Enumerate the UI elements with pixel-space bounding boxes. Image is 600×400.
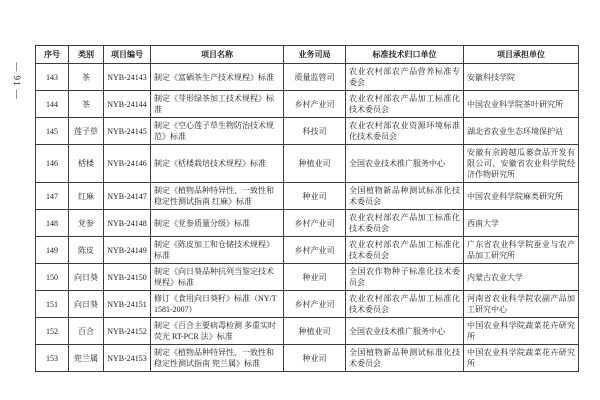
column-header: 序号 bbox=[36, 46, 69, 64]
table-cell: 制定《植物品种特异性、一致性和稳定性测试指南 红麻》标准 bbox=[151, 183, 284, 210]
table-cell: NYB-24144 bbox=[104, 91, 151, 118]
table-cell: 莲子草 bbox=[69, 118, 104, 145]
table-cell: NYB-24152 bbox=[104, 318, 151, 345]
column-header: 项目编号 bbox=[104, 46, 151, 64]
table-cell: 茶 bbox=[69, 64, 104, 91]
table-cell: 种业司 bbox=[284, 264, 346, 291]
table-header bbox=[36, 46, 579, 64]
table-row bbox=[36, 264, 579, 291]
header-row bbox=[36, 46, 579, 64]
table-cell: 红麻 bbox=[69, 183, 104, 210]
table-cell: 农业农村部农产品加工标准化技术委员会 bbox=[346, 237, 464, 264]
table-cell: NYB-24150 bbox=[104, 264, 151, 291]
table-cell: 149 bbox=[36, 237, 69, 264]
table-cell: 148 bbox=[36, 210, 69, 237]
table-cell: 146 bbox=[36, 145, 69, 183]
table-row bbox=[36, 318, 579, 345]
table-cell: NYB-24151 bbox=[104, 291, 151, 318]
table-cell: 湖北省农业生态环境保护站 bbox=[464, 118, 579, 145]
table-cell: 制定《党参质量分级》标准 bbox=[151, 210, 284, 237]
table-row bbox=[36, 118, 579, 145]
table-cell: 152 bbox=[36, 318, 69, 345]
table-cell: NYB-24143 bbox=[104, 64, 151, 91]
column-header: 项目承担单位 bbox=[464, 46, 579, 64]
table-cell: 农业农村部农产品加工标准化技术委员会 bbox=[346, 210, 464, 237]
table-cell: NYB-24149 bbox=[104, 237, 151, 264]
table-cell: 153 bbox=[36, 345, 69, 372]
table-body bbox=[36, 64, 579, 372]
table-cell: 广东省农业科学院蚕业与农产品加工研究所 bbox=[464, 237, 579, 264]
table-cell: 修订《食用向日葵籽》标准（NY/T 1581-2007） bbox=[151, 291, 284, 318]
table-cell: 安徽科技学院 bbox=[464, 64, 579, 91]
table-cell: NYB-24145 bbox=[104, 118, 151, 145]
table-row bbox=[36, 291, 579, 318]
table-cell: 145 bbox=[36, 118, 69, 145]
table-cell: 144 bbox=[36, 91, 69, 118]
table-cell: 制定《栝楼栽培技术规程》标准 bbox=[151, 145, 284, 183]
table-cell: 农业农村部农产品加工标准化技术委员会 bbox=[346, 91, 464, 118]
column-header: 类别 bbox=[69, 46, 104, 64]
table-cell: NYB-24147 bbox=[104, 183, 151, 210]
table-cell: 全国农业技术推广服务中心 bbox=[346, 318, 464, 345]
table-cell: 种业司 bbox=[284, 345, 346, 372]
page-number bbox=[4, 56, 30, 106]
table-cell: 农业农村部农产品加工标准化技术委员会 bbox=[346, 291, 464, 318]
table-row bbox=[36, 183, 579, 210]
table-cell: 全国植物新品种测试标准化技术委员会 bbox=[346, 345, 464, 372]
table-cell: 乡村产业司 bbox=[284, 210, 346, 237]
table-cell: 乡村产业司 bbox=[284, 237, 346, 264]
table-cell: 兜兰属 bbox=[69, 345, 104, 372]
column-header: 项目名称 bbox=[151, 46, 284, 64]
table-cell: 151 bbox=[36, 291, 69, 318]
table-row bbox=[36, 237, 579, 264]
table-cell: 茶 bbox=[69, 91, 104, 118]
table-cell: 栝楼 bbox=[69, 145, 104, 183]
table-cell: 党参 bbox=[69, 210, 104, 237]
table-cell: NYB-24148 bbox=[104, 210, 151, 237]
table-cell: 制定《陈皮加工和仓储技术规程》标准 bbox=[151, 237, 284, 264]
table-cell: 制定《百合主要病毒检测 多重实时荧光 RT-PCR 法》标准 bbox=[151, 318, 284, 345]
table-cell: 向日葵 bbox=[69, 291, 104, 318]
table-cell: 中国农业科学院茶叶研究所 bbox=[464, 91, 579, 118]
table-cell: 制定《空心莲子草生物防治技术规范》标准 bbox=[151, 118, 284, 145]
table-cell: 147 bbox=[36, 183, 69, 210]
table-cell: NYB-24153 bbox=[104, 345, 151, 372]
table-cell: 制定《芽形绿茶加工技术规程》标准 bbox=[151, 91, 284, 118]
table-cell: 科技司 bbox=[284, 118, 346, 145]
table-cell: 农业农村部农业资源环境标准化技术委员会 bbox=[346, 118, 464, 145]
table-cell: 河南省农业科学院农副产品加工研究中心 bbox=[464, 291, 579, 318]
table-row bbox=[36, 91, 579, 118]
table-cell: 中国农业科学院蔬菜花卉研究所 bbox=[464, 345, 579, 372]
table-cell: 制定《向日葵品种抗列当鉴定技术规程》标准 bbox=[151, 264, 284, 291]
table-row bbox=[36, 145, 579, 183]
table-cell: 种植业司 bbox=[284, 318, 346, 345]
table-cell: 向日葵 bbox=[69, 264, 104, 291]
column-header: 标准技术归口单位 bbox=[346, 46, 464, 64]
table-cell: 中国农业科学院蔬菜花卉研究所 bbox=[464, 318, 579, 345]
table-row bbox=[36, 210, 579, 237]
table-cell: NYB-24146 bbox=[104, 145, 151, 183]
table-cell: 西南大学 bbox=[464, 210, 579, 237]
projects-table bbox=[35, 45, 579, 372]
table-cell: 安徽有余跨越瓜蒌食品开发有限公司、安徽省农业科学院经济作物研究所 bbox=[464, 145, 579, 183]
table-cell: 种业司 bbox=[284, 183, 346, 210]
table-cell: 150 bbox=[36, 264, 69, 291]
table-cell: 农业农村部农产品营养标准专委会 bbox=[346, 64, 464, 91]
table-cell: 全国农作物种子标准化技术委员会 bbox=[346, 264, 464, 291]
table-cell: 陈皮 bbox=[69, 237, 104, 264]
table-cell: 内蒙古农业大学 bbox=[464, 264, 579, 291]
table-cell: 乡村产业司 bbox=[284, 291, 346, 318]
table-row bbox=[36, 345, 579, 372]
table-cell: 乡村产业司 bbox=[284, 91, 346, 118]
table-cell: 种植业司 bbox=[284, 145, 346, 183]
table-cell: 质量监管司 bbox=[284, 64, 346, 91]
table-cell: 全国植物新品种测试标准化技术委员会 bbox=[346, 183, 464, 210]
table-cell: 143 bbox=[36, 64, 69, 91]
table-cell: 中国农业科学院麻类研究所 bbox=[464, 183, 579, 210]
table-cell: 制定《植物品种特异性、一致性和稳定性测试指南 兜兰属》标准 bbox=[151, 345, 284, 372]
table-cell: 制定《富硒茶生产技术规程》标准 bbox=[151, 64, 284, 91]
page-number-text: — 91 — bbox=[12, 62, 22, 100]
table-row bbox=[36, 64, 579, 91]
table-cell: 百合 bbox=[69, 318, 104, 345]
table-cell: 全国农业技术推广服务中心 bbox=[346, 145, 464, 183]
column-header: 业务司局 bbox=[284, 46, 346, 64]
